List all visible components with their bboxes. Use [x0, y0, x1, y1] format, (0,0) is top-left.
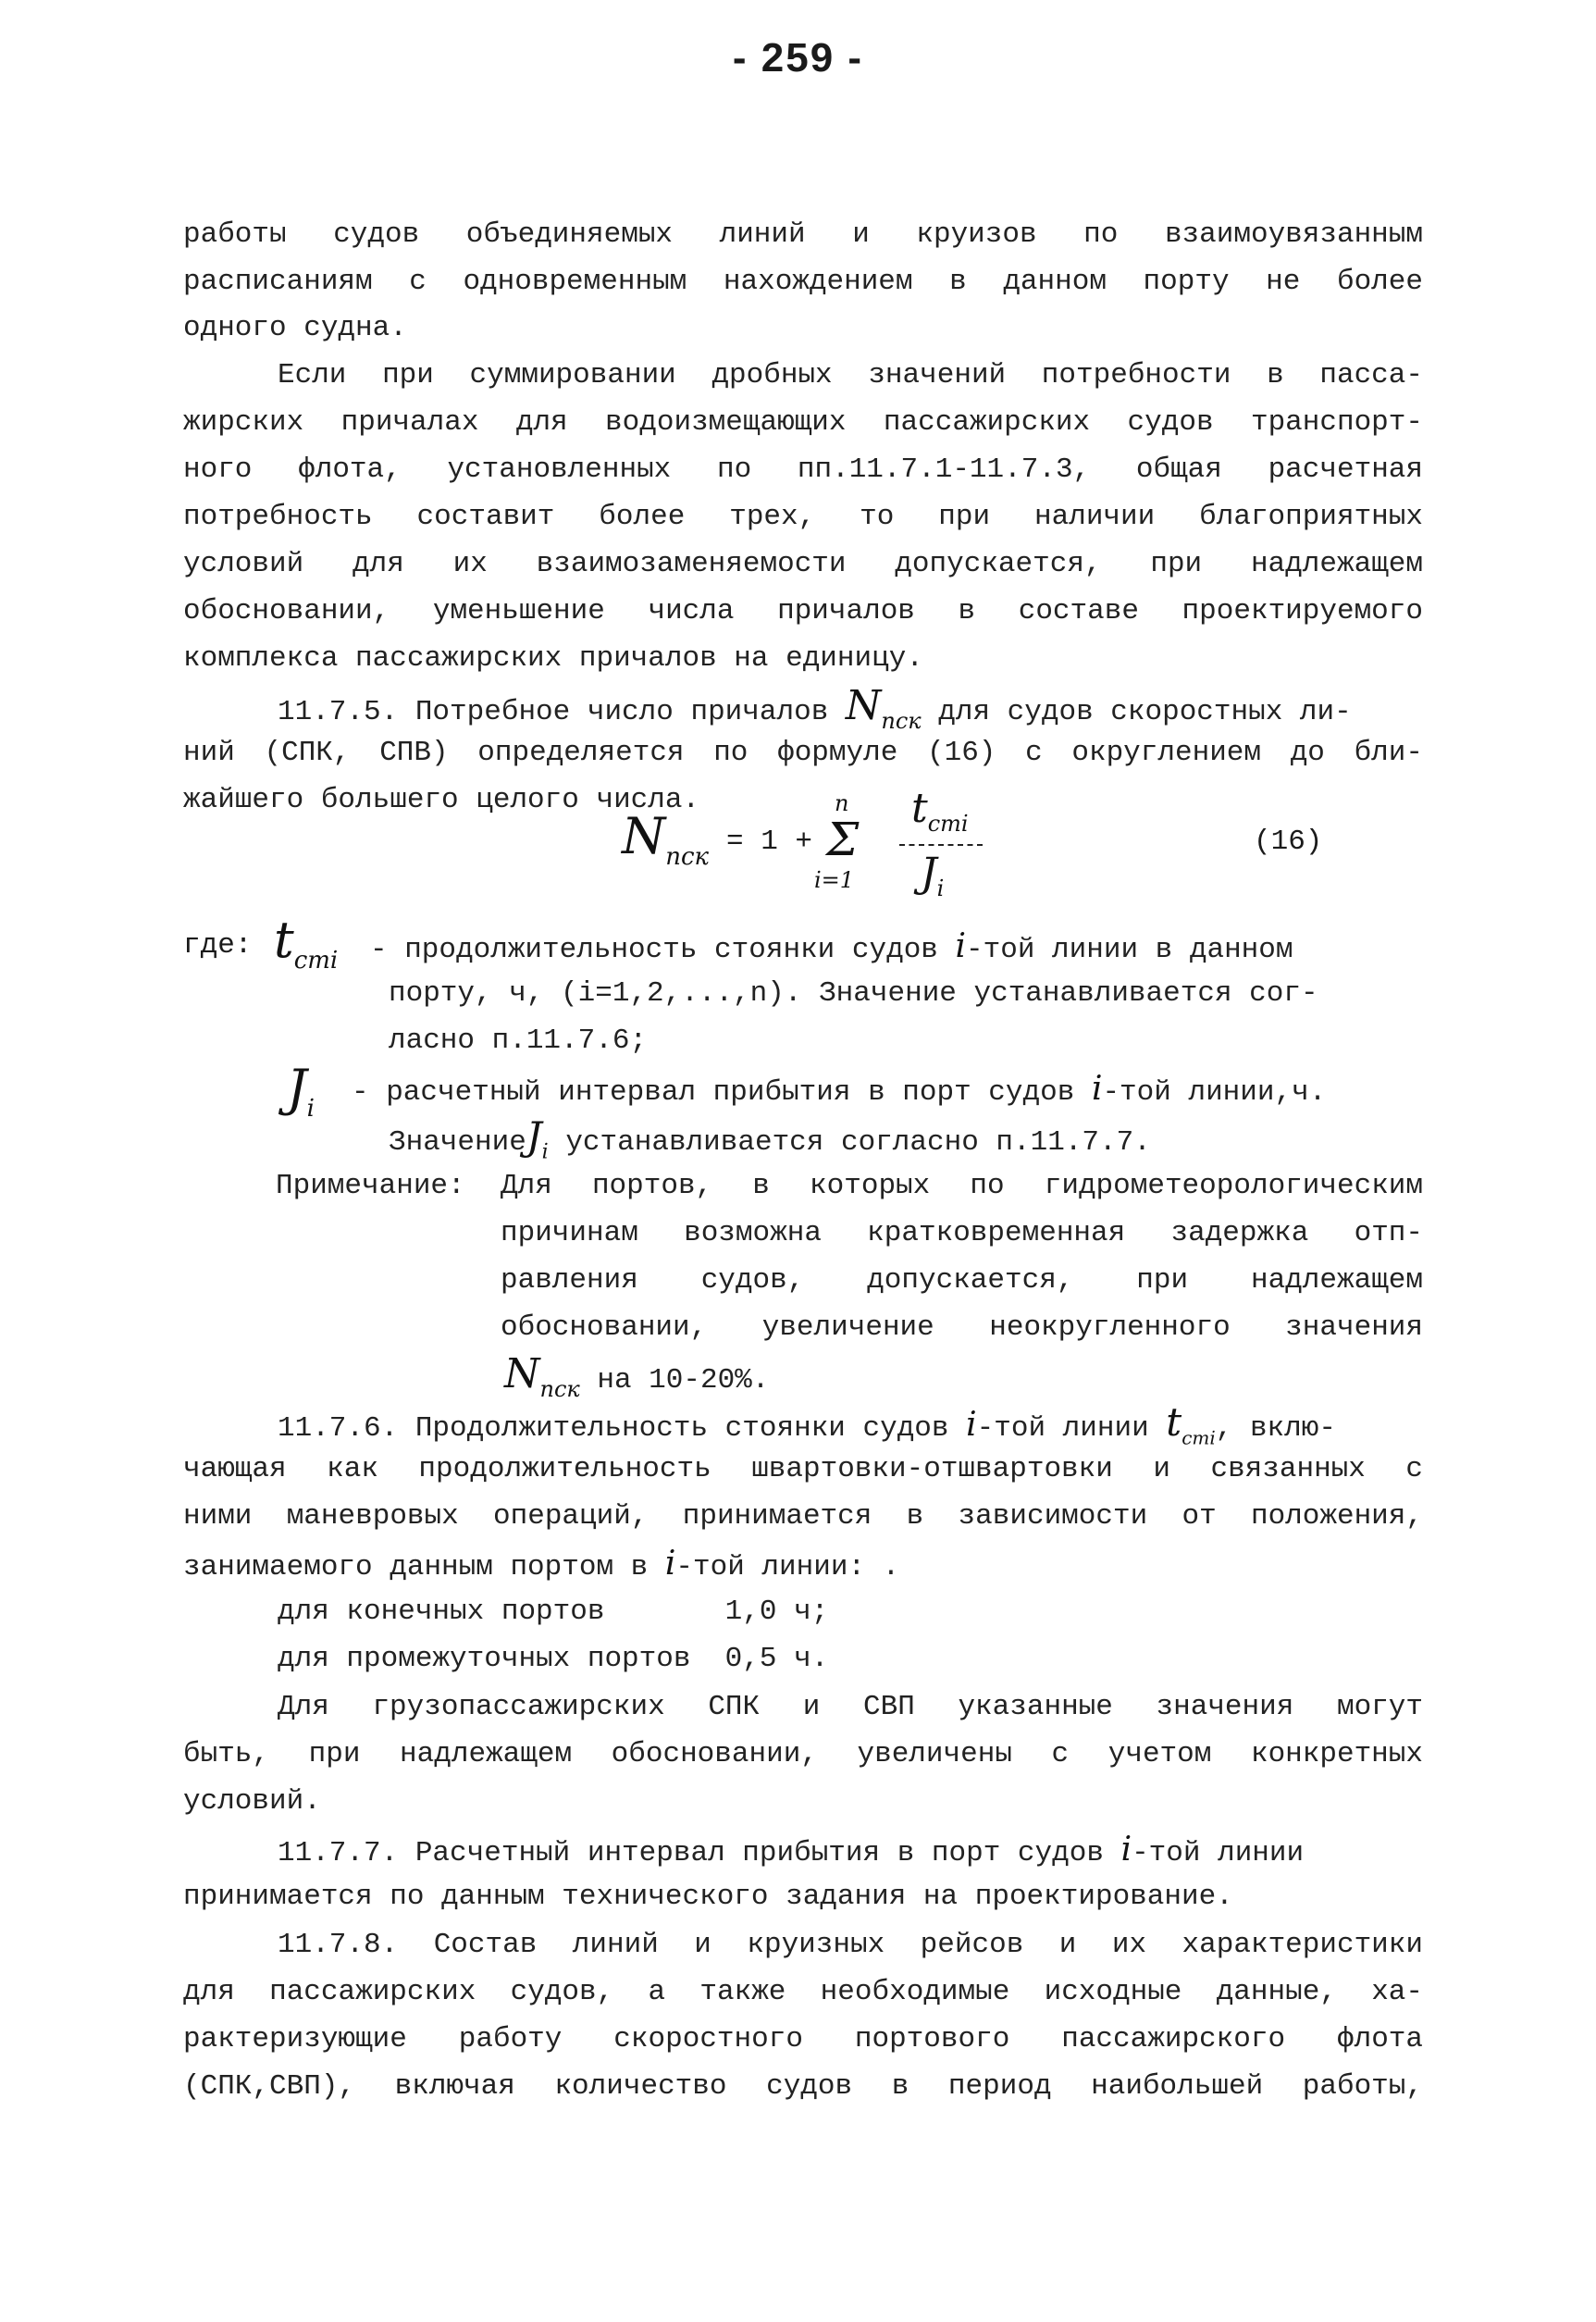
- text-run: устанавливается согласно п.11.7.7.: [565, 1126, 1151, 1159]
- text-line: Для портов, в которых по гидрометеорологическим: [501, 1170, 1423, 1202]
- text-line: Для грузопассажирских СПК и СВП указанные значения могут: [278, 1691, 1423, 1723]
- text-line: 11.7.8. Состав линий и круизных рейсов и их характеристики: [278, 1929, 1423, 1961]
- text-run: -той линии: .: [675, 1551, 900, 1583]
- formula-equals-plus: = 1 +: [726, 826, 813, 858]
- text-line: причинам возможна кратковременная задержка отп-: [501, 1217, 1423, 1249]
- page-number: - 259 -: [732, 35, 864, 81]
- text-line: [370, 924, 1293, 970]
- text-line: ний (СПК, СПВ) определяется по формуле (16) с округлением до бли-: [183, 737, 1423, 769]
- text-run: -той линии,ч.: [1102, 1076, 1327, 1109]
- text-line: для промежуточных портов 0,5 ч.: [278, 1643, 829, 1675]
- sum-lower-limit: i=1: [814, 867, 855, 893]
- text-run: -той линии в данном: [966, 934, 1293, 966]
- symbol-letter: N: [504, 1350, 540, 1397]
- text-run: на 10-20%.: [597, 1364, 770, 1397]
- numerator-subscript: стi: [927, 810, 969, 837]
- formula-lhs-letter: N: [622, 807, 666, 865]
- symbol-letter: t: [1166, 1399, 1182, 1445]
- text-line: порту, ч, (i=1,2,...,n). Значение устанавливается сог-: [389, 977, 1318, 1010]
- text-line: принимается по данным технического задания на проектирование.: [183, 1881, 1233, 1913]
- section-11-7-6-line: [278, 1399, 1336, 1449]
- text-run: Значение: [389, 1126, 526, 1159]
- text-line: одного судна.: [183, 312, 407, 344]
- text-line: быть, при надлежащем обосновании, увеличены с учетом конкретных: [183, 1738, 1423, 1770]
- text-line: обосновании, увеличение неокругленного значения: [501, 1311, 1423, 1344]
- formula-lhs-subscript: пск: [665, 842, 710, 871]
- where-label: где:: [183, 929, 253, 962]
- sum-upper-limit: n: [835, 790, 849, 816]
- i-symbol: i: [955, 927, 967, 965]
- text-line: работы судов объединяемых линий и круизов по взаимоувязанным: [183, 218, 1423, 251]
- text-line: (СПК,СВП), включая количество судов в период наибольшей работы,: [183, 2070, 1423, 2103]
- symbol-subscript: стi: [1182, 1426, 1216, 1449]
- text-line: условий для их взаимозаменяемости допускается, при надлежащем: [183, 548, 1423, 580]
- n-psk-symbol: [845, 682, 922, 734]
- i-symbol: i: [664, 1545, 676, 1583]
- text-line: ного флота, установленных по пп.11.7.1-11.7.3, общая расчетная: [183, 453, 1423, 486]
- text-run: занимаемого данным портом в: [183, 1551, 649, 1583]
- fraction-bar: [899, 844, 983, 846]
- j-i-symbol: [287, 1059, 315, 1123]
- text-line: для конечных портов 1,0 ч;: [278, 1596, 829, 1628]
- symbol-letter: J: [287, 1059, 307, 1117]
- note-label: Примечание:: [276, 1170, 465, 1202]
- text-line: потребность составит более трех, то при наличии благоприятных: [183, 501, 1423, 533]
- symbol-letter: J: [526, 1113, 542, 1159]
- i-symbol: i: [1120, 1831, 1132, 1869]
- text-line: ласно п.11.7.6;: [389, 1024, 648, 1057]
- text-run: - расчетный интервал прибытия в порт судов: [352, 1076, 1075, 1109]
- text-line: [352, 1066, 1326, 1112]
- denominator-subscript: i: [936, 875, 945, 901]
- symbol-letter: N: [845, 682, 882, 729]
- text-line: обосновании, уменьшение числа причалов в составе проектируемого: [183, 595, 1423, 627]
- symbol-letter: t: [274, 911, 294, 969]
- section-11-7-5-line: [278, 682, 1352, 734]
- text-run: 11.7.5. Потребное число причалов: [278, 696, 829, 728]
- sum-sign: Σ: [826, 813, 860, 866]
- text-line: Если при суммировании дробных значений потребности в пасса-: [278, 359, 1423, 391]
- text-line: равления судов, допускается, при надлежащем: [501, 1264, 1423, 1297]
- symbol-subscript: i: [306, 1094, 315, 1123]
- t-sti-inline: [1166, 1399, 1216, 1449]
- text-line: жирских причалах для водоизмещающих пассажирских судов транспорт-: [183, 406, 1423, 439]
- text-run: 11.7.7. Расчетный интервал прибытия в порт судов: [278, 1837, 1104, 1869]
- symbol-subscript: стi: [293, 946, 339, 975]
- formula-numerator: [911, 785, 969, 837]
- text-run: для судов скоростных ли-: [938, 696, 1352, 728]
- text-line: для пассажирских судов, а также необходимые исходные данные, ха-: [183, 1976, 1423, 2008]
- t-sti-symbol: [274, 911, 338, 975]
- text-line: условий.: [183, 1785, 321, 1818]
- text-line: жайшего большего целого числа.: [183, 784, 700, 816]
- text-run: , вклю-: [1215, 1412, 1336, 1445]
- j-i-inline: [526, 1113, 549, 1164]
- text-line: комплекса пассажирских причалов на единицу.: [183, 642, 923, 675]
- text-line: [389, 1113, 1151, 1164]
- symbol-subscript: пск: [539, 1375, 580, 1402]
- text-line: ними маневровых операций, принимается в зависимости от положения,: [183, 1500, 1423, 1533]
- denominator-letter: J: [921, 850, 937, 897]
- text-run: -той линии: [976, 1412, 1149, 1445]
- text-line: чающая как продолжительность швартовки-отшвартовки и связанных с: [183, 1453, 1423, 1485]
- formula-denominator: [921, 850, 944, 901]
- symbol-subscript: i: [541, 1140, 549, 1164]
- text-line: [504, 1350, 770, 1402]
- symbol-subscript: пск: [881, 707, 922, 734]
- numerator-letter: t: [911, 785, 928, 832]
- text-line: [183, 1541, 899, 1587]
- i-symbol: i: [1091, 1070, 1103, 1108]
- text-line: рактеризующие работу скоростного портового пассажирского флота: [183, 2023, 1423, 2055]
- text-line: расписаниям с одновременным нахождением в данном порту не более: [183, 266, 1423, 298]
- n-psk-symbol: [504, 1350, 580, 1402]
- text-run: 11.7.6. Продолжительность стоянки судов: [278, 1412, 949, 1445]
- text-run: -той линии: [1132, 1837, 1305, 1869]
- i-symbol: i: [966, 1406, 977, 1444]
- formula-lhs: [622, 807, 709, 871]
- formula-number: (16): [1254, 826, 1323, 858]
- section-11-7-7-line: [278, 1827, 1304, 1873]
- text-run: - продолжительность стоянки судов: [370, 934, 938, 966]
